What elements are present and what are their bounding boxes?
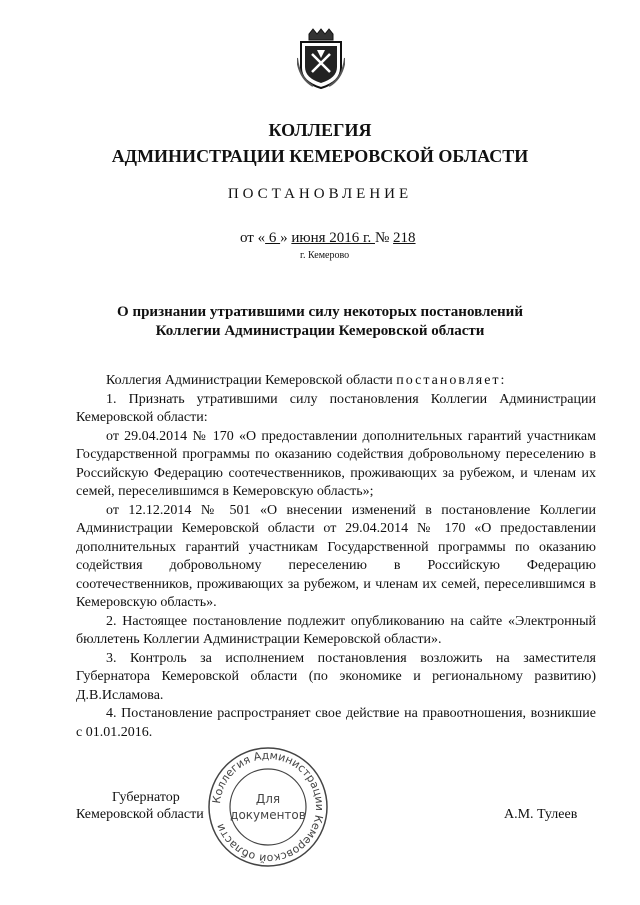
intro-resolves: постановляет: — [396, 373, 507, 388]
date-mid: » — [280, 230, 292, 246]
document-number: 218 — [393, 230, 416, 246]
document-type: ПОСТАНОВЛЕНИЕ — [227, 186, 413, 202]
paragraph-1b: от 12.12.2014 № 501 «О внесении изменений в постановление Коллегии Администрации Кемеровской области от 29.04.2014 № 170 «О предоставлении дополнительных гарантий участникам Государственной программы по оказанию содействия добровольному переселению в Российскую Федерацию соотечественников, проживающих за рубежом, и членам их семей, переселившимся в Кемеровскую область». — [76, 502, 596, 610]
paragraph-1a: от 29.04.2014 № 170 «О предоставлении дополнительных гарантий участникам Государственной программы по оказанию содействия добровольному переселению в Российскую Федерацию соотечественников, проживающих за рубежом, и членам их семей, переселившимся в Кемеровскую область»; — [76, 428, 596, 499]
stamp-center-line2: документов — [230, 808, 306, 822]
coat-of-arms-icon — [297, 28, 345, 90]
paragraph-4: 4. Постановление распространяет свое действие на правоотношения, возникшие с 01.01.2016. — [76, 706, 596, 740]
official-stamp — [206, 745, 330, 869]
date-month-year: июня 2016 г. — [291, 230, 375, 246]
intro-paragraph — [76, 372, 596, 391]
stamp-ring-text: Коллегия Администрации Кемеровской области — [210, 748, 327, 866]
signatory-title-line2: Кемеровской области — [76, 807, 204, 822]
document-date-line — [240, 230, 416, 247]
subject-line1: О признании утратившими силу некоторых постановлений — [117, 304, 523, 320]
subject-line2: Коллегии Администрации Кемеровской области — [155, 323, 485, 339]
paragraph-2: 2. Настоящее постановление подлежит опубликованию на сайте «Электронный бюллетень Коллегии Администрации Кемеровской области». — [76, 613, 596, 647]
stamp-center-line1: Для — [255, 792, 281, 806]
org-title-line1: КОЛЛЕГИЯ — [268, 120, 372, 140]
org-title-line2: АДМИНИСТРАЦИИ КЕМЕРОВСКОЙ ОБЛАСТИ — [111, 146, 529, 166]
document-body — [76, 372, 596, 742]
paragraph-3: 3. Контроль за исполнением постановления возложить на заместителя Губернатора Кемеровской области (по экономике и региональному развитию) Д.В.Исламова. — [76, 650, 596, 703]
date-day: 6 — [265, 230, 281, 246]
signatory-title-line1: Губернатор — [112, 790, 180, 805]
signatory-name: А.М. Тулеев — [504, 807, 578, 822]
document-city: г. Кемерово — [300, 250, 350, 261]
date-prefix: от « — [240, 230, 266, 246]
number-label: № — [374, 230, 394, 246]
intro-text: Коллегия Администрации Кемеровской области — [106, 373, 397, 388]
paragraph-1: 1. Признать утратившими силу постановления Коллегии Администрации Кемеровской области: — [76, 391, 596, 425]
